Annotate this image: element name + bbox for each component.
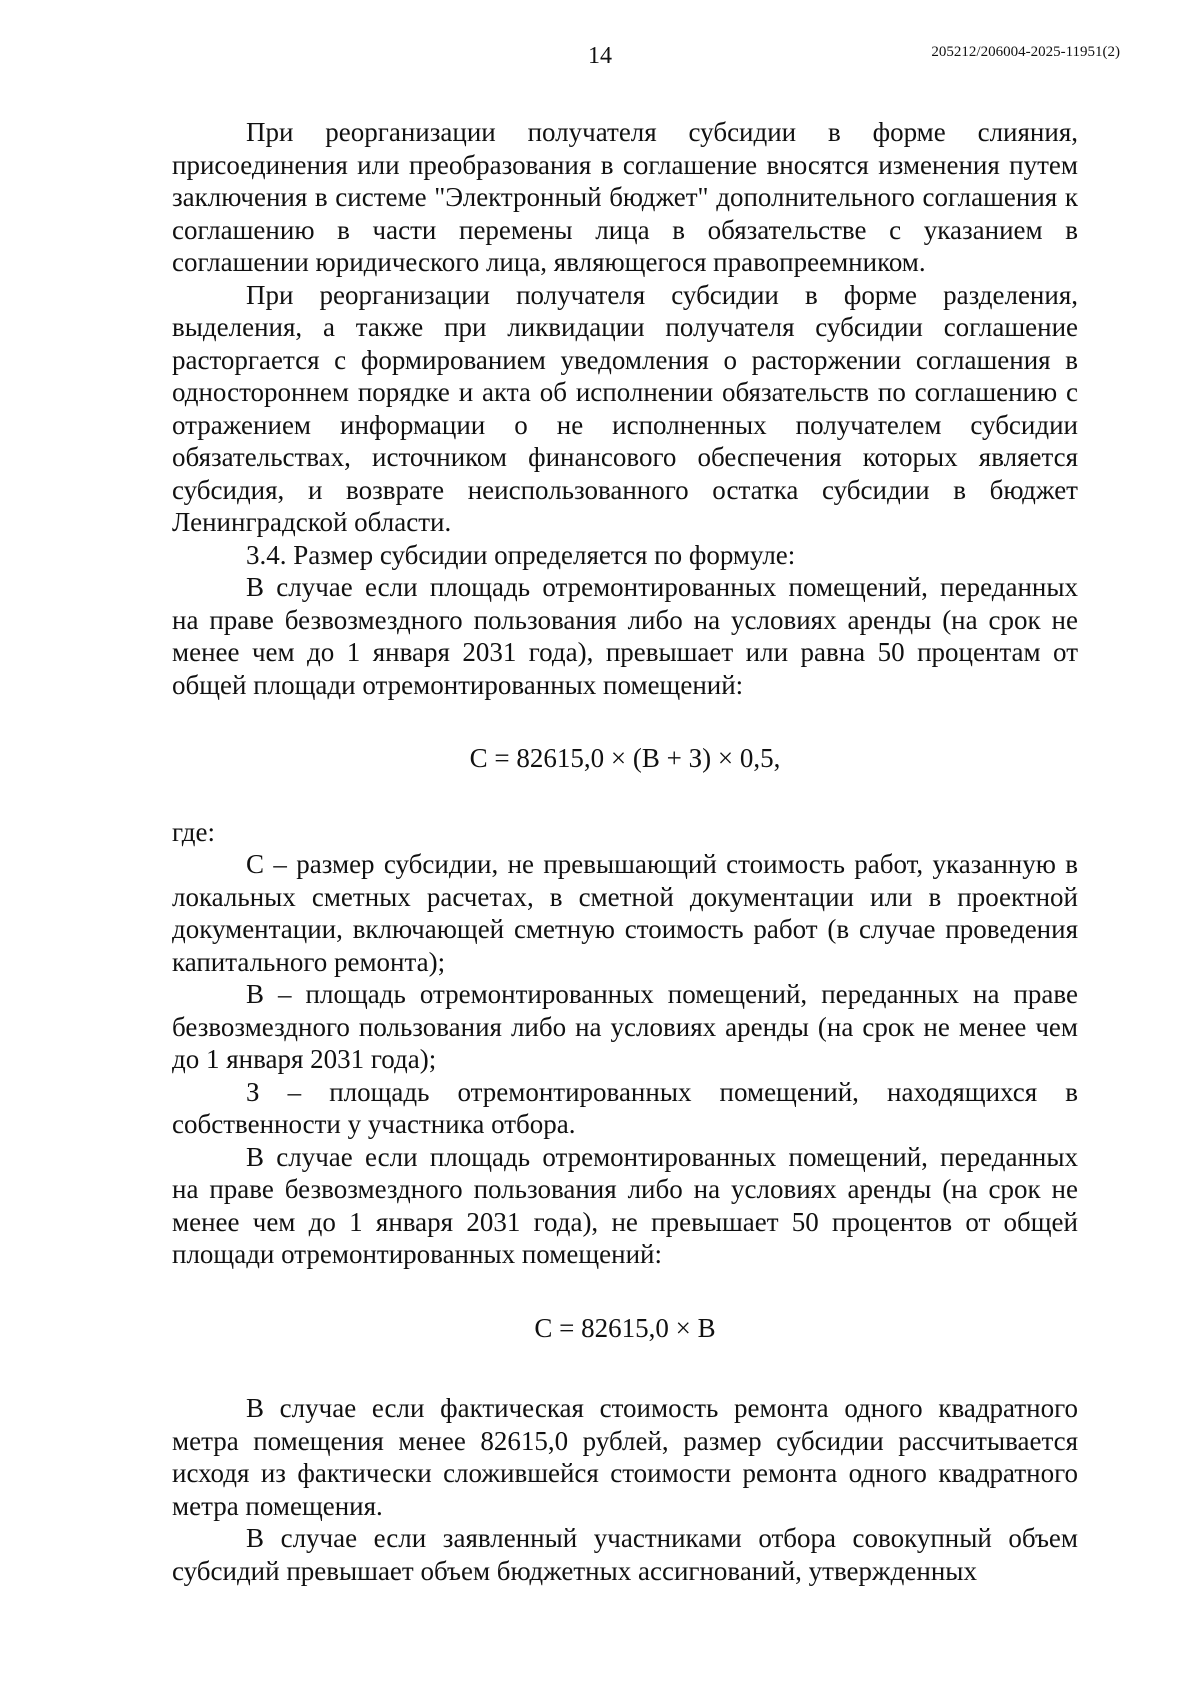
paragraph-section-3-4: 3.4. Размер субсидии определяется по формуле: [246,539,796,570]
definition-c: С – размер субсидии, не превышающий стоимость работ, указанную в локальных сметных расчетах, в сметной документации или в проектной документации, включающей сметную стоимость работ (в случае проведения капитального ремонта); [172,849,1078,977]
formula-subsidy-simple: С = 82615,0 × В [534,1312,716,1343]
paragraph-condition-under-50: В случае если площадь отремонтированных помещений, переданных на праве безвозмездного пользования либо на условиях аренды (на срок не менее чем до 1 января 2031 года), не превышает 50 процентов от общей площади отремонтированных помещений: [172,1141,1078,1269]
paragraph-actual-cost: В случае если фактическая стоимость ремонта одного квадратного метра помещения менее 82615,0 рублей, размер субсидии рассчитывается исходя из фактически сложившейся стоимости ремонта одного квадратного метра помещения. [172,1393,1078,1521]
document-body [172,116,1078,1587]
definition-z: З – площадь отремонтированных помещений, находящихся в собственности у участника отбора. [172,1076,1078,1139]
where-label: где: [172,816,215,847]
formula-subsidy-combined: С = 82615,0 × (В + З) × 0,5, [469,743,781,773]
paragraph-total-volume: В случае если заявленный участниками отбора совокупный объем субсидий превышает объем бюджетных ассигнований, утвержденных [172,1523,1078,1586]
definition-b: В – площадь отремонтированных помещений, переданных на праве безвозмездного пользования либо на условиях аренды (на срок не менее чем до 1 января 2031 года); [172,979,1078,1074]
page-number: 14 [588,43,612,69]
paragraph-condition-over-50: В случае если площадь отремонтированных помещений, переданных на праве безвозмездного пользования либо на условиях аренды (на срок не менее чем до 1 января 2031 года), превышает или равна 50 процентам от общей площади отремонтированных помещений: [172,572,1078,700]
document-id: 205212/206004-2025-11951(2) [931,44,1120,60]
paragraph-reorganization-division: При реорганизации получателя субсидии в форме разделения, выделения, а также при ликвидации получателя субсидии соглашение расторгается с формированием уведомления о расторжении соглашения в одностороннем порядке и акта об исполнении обязательств по соглашению с отражением информации о не исполненных получателем субсидии обязательствах, источником финансового обеспечения которых является субсидия, и возврате неиспользованного остатка субсидии в бюджет Ленинградской области. [172,279,1078,537]
paragraph-reorganization-merger: При реорганизации получателя субсидии в форме слияния, присоединения или преобразования в соглашение вносятся изменения путем заключения в системе "Электронный бюджет" дополнительного соглашения к соглашению в части перемены лица в обязательстве с указанием в соглашении юридического лица, являющегося правопреемником. [172,117,1078,277]
